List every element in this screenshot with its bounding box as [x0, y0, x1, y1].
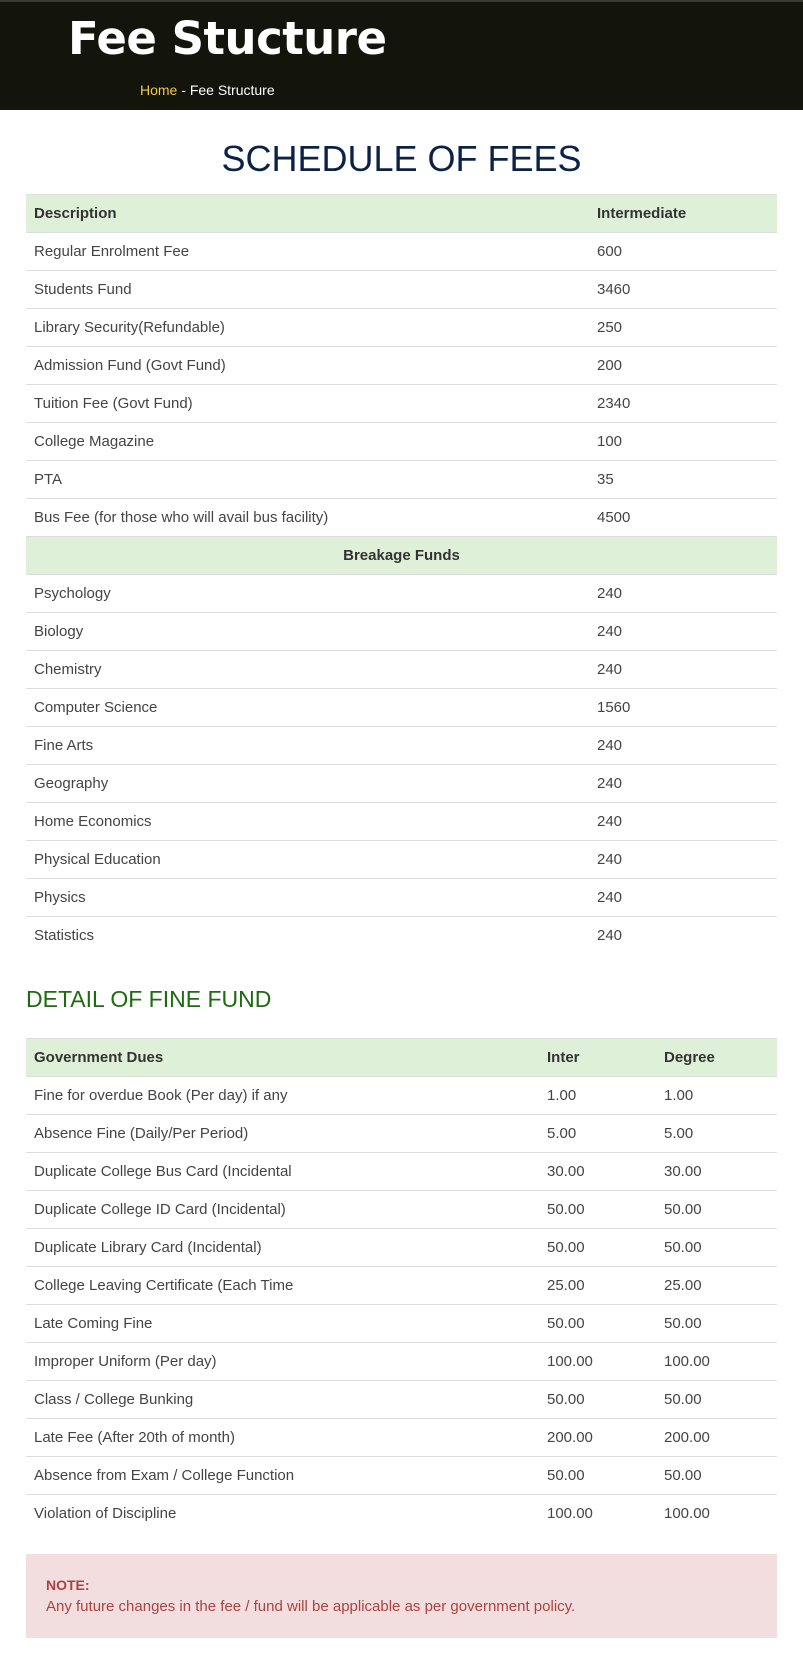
- table-row: [26, 575, 777, 613]
- table-cell: 50.00: [539, 1380, 656, 1418]
- table-cell: 200.00: [656, 1418, 777, 1456]
- table-row: [26, 1456, 777, 1494]
- table-cell: 100.00: [656, 1494, 777, 1532]
- table-cell: Absence from Exam / College Function: [26, 1456, 539, 1494]
- table-cell: 50.00: [656, 1380, 777, 1418]
- table-row: [26, 613, 777, 651]
- table-cell: Absence Fine (Daily/Per Period): [26, 1114, 539, 1152]
- schedule-title: SCHEDULE OF FEES: [221, 138, 582, 179]
- table-cell: Improper Uniform (Per day): [26, 1342, 539, 1380]
- table-cell: 50.00: [539, 1190, 656, 1228]
- table-row: [26, 1190, 777, 1228]
- table-cell: Chemistry: [26, 651, 589, 689]
- table-row: [26, 1304, 777, 1342]
- column-header-degree: Degree: [656, 1038, 777, 1076]
- table-row: [26, 347, 777, 385]
- table-row: [26, 765, 777, 803]
- table-cell: 5.00: [656, 1114, 777, 1152]
- table-row: [26, 803, 777, 841]
- breadcrumb-home-link[interactable]: Home: [140, 82, 178, 98]
- table-cell: 50.00: [539, 1304, 656, 1342]
- fine-body: [26, 1076, 777, 1532]
- column-header-intermediate: Intermediate: [589, 195, 777, 233]
- schedule-body: [26, 233, 777, 955]
- table-cell: 50.00: [539, 1456, 656, 1494]
- table-row: [26, 461, 777, 499]
- table-cell: 240: [589, 917, 777, 955]
- table-cell: Physical Education: [26, 841, 589, 879]
- table-row: [26, 1380, 777, 1418]
- column-header-inter: Inter: [539, 1038, 656, 1076]
- table-cell: College Magazine: [26, 423, 589, 461]
- table-cell: Statistics: [26, 917, 589, 955]
- table-cell: 4500: [589, 499, 777, 537]
- note-label: NOTE:: [46, 1577, 90, 1593]
- table-cell: Physics: [26, 879, 589, 917]
- table-cell: Regular Enrolment Fee: [26, 233, 589, 271]
- table-row: [26, 233, 777, 271]
- note-text: Any future changes in the fee / fund will be applicable as per government policy.: [46, 1598, 576, 1615]
- table-cell: Fine for overdue Book (Per day) if any: [26, 1076, 539, 1114]
- table-row: [26, 271, 777, 309]
- policy-note: [26, 1554, 777, 1638]
- table-row: [26, 385, 777, 423]
- table-cell: 3460: [589, 271, 777, 309]
- table-cell: 100: [589, 423, 777, 461]
- table-cell: 50.00: [656, 1190, 777, 1228]
- table-row: [26, 1152, 777, 1190]
- column-header-description: Description: [26, 195, 589, 233]
- table-cell: 50.00: [656, 1228, 777, 1266]
- fine-fund-title: DETAIL OF FINE FUND: [26, 985, 272, 1012]
- table-cell: 250: [589, 309, 777, 347]
- table-cell: Psychology: [26, 575, 589, 613]
- table-row: [26, 1114, 777, 1152]
- table-row: [26, 423, 777, 461]
- table-cell: 1.00: [656, 1076, 777, 1114]
- table-cell: 100.00: [656, 1342, 777, 1380]
- breadcrumb: [140, 82, 275, 98]
- table-cell: 600: [589, 233, 777, 271]
- main-content: [0, 137, 803, 1638]
- table-row: [26, 1266, 777, 1304]
- table-cell: 50.00: [656, 1456, 777, 1494]
- table-cell: 1.00: [539, 1076, 656, 1114]
- table-cell: 25.00: [656, 1266, 777, 1304]
- table-cell: 240: [589, 803, 777, 841]
- table-cell: Late Coming Fine: [26, 1304, 539, 1342]
- table-cell: Home Economics: [26, 803, 589, 841]
- table-cell: 240: [589, 841, 777, 879]
- table-row: [26, 1342, 777, 1380]
- breakage-funds-heading: Breakage Funds: [26, 537, 777, 575]
- breakage-funds-heading-row: [26, 537, 777, 575]
- table-row: [26, 499, 777, 537]
- table-row: [26, 841, 777, 879]
- table-row: [26, 309, 777, 347]
- table-cell: Library Security(Refundable): [26, 309, 589, 347]
- table-row: [26, 689, 777, 727]
- breadcrumb-current: Fee Structure: [189, 82, 275, 98]
- schedule-of-fees-table: [26, 194, 777, 955]
- table-cell: Geography: [26, 765, 589, 803]
- table-cell: Tuition Fee (Govt Fund): [26, 385, 589, 423]
- table-cell: 240: [589, 765, 777, 803]
- table-cell: College Leaving Certificate (Each Time: [26, 1266, 539, 1304]
- table-cell: 200: [589, 347, 777, 385]
- table-row: [26, 1228, 777, 1266]
- table-cell: PTA: [26, 461, 589, 499]
- table-cell: Biology: [26, 613, 589, 651]
- table-header-row: [26, 195, 777, 233]
- table-cell: Admission Fund (Govt Fund): [26, 347, 589, 385]
- table-row: [26, 1418, 777, 1456]
- table-cell: Bus Fee (for those who will avail bus facility): [26, 499, 589, 537]
- table-cell: Fine Arts: [26, 727, 589, 765]
- table-cell: Class / College Bunking: [26, 1380, 539, 1418]
- table-row: [26, 1076, 777, 1114]
- table-cell: Students Fund: [26, 271, 589, 309]
- table-cell: 5.00: [539, 1114, 656, 1152]
- breadcrumb-separator: -: [177, 82, 190, 98]
- table-cell: Duplicate College Bus Card (Incidental: [26, 1152, 539, 1190]
- table-cell: 50.00: [539, 1228, 656, 1266]
- page-header: [0, 0, 803, 110]
- table-row: [26, 651, 777, 689]
- table-cell: 240: [589, 727, 777, 765]
- table-cell: 240: [589, 575, 777, 613]
- table-cell: Duplicate Library Card (Incidental): [26, 1228, 539, 1266]
- table-row: [26, 727, 777, 765]
- table-row: [26, 879, 777, 917]
- table-cell: 25.00: [539, 1266, 656, 1304]
- table-cell: 240: [589, 613, 777, 651]
- table-cell: 50.00: [656, 1304, 777, 1342]
- page-title: Fee Stucture: [68, 12, 387, 65]
- table-cell: 240: [589, 879, 777, 917]
- column-header-government-dues: Government Dues: [26, 1038, 539, 1076]
- table-cell: 100.00: [539, 1494, 656, 1532]
- table-header-row: [26, 1038, 777, 1076]
- table-cell: 30.00: [656, 1152, 777, 1190]
- table-row: [26, 1494, 777, 1532]
- fine-fund-table: [26, 1038, 777, 1533]
- table-cell: Duplicate College ID Card (Incidental): [26, 1190, 539, 1228]
- table-cell: Violation of Discipline: [26, 1494, 539, 1532]
- table-cell: 2340: [589, 385, 777, 423]
- table-cell: 240: [589, 651, 777, 689]
- table-cell: Late Fee (After 20th of month): [26, 1418, 539, 1456]
- table-cell: 1560: [589, 689, 777, 727]
- table-row: [26, 917, 777, 955]
- table-cell: 100.00: [539, 1342, 656, 1380]
- table-cell: 35: [589, 461, 777, 499]
- table-cell: 30.00: [539, 1152, 656, 1190]
- table-cell: Computer Science: [26, 689, 589, 727]
- table-cell: 200.00: [539, 1418, 656, 1456]
